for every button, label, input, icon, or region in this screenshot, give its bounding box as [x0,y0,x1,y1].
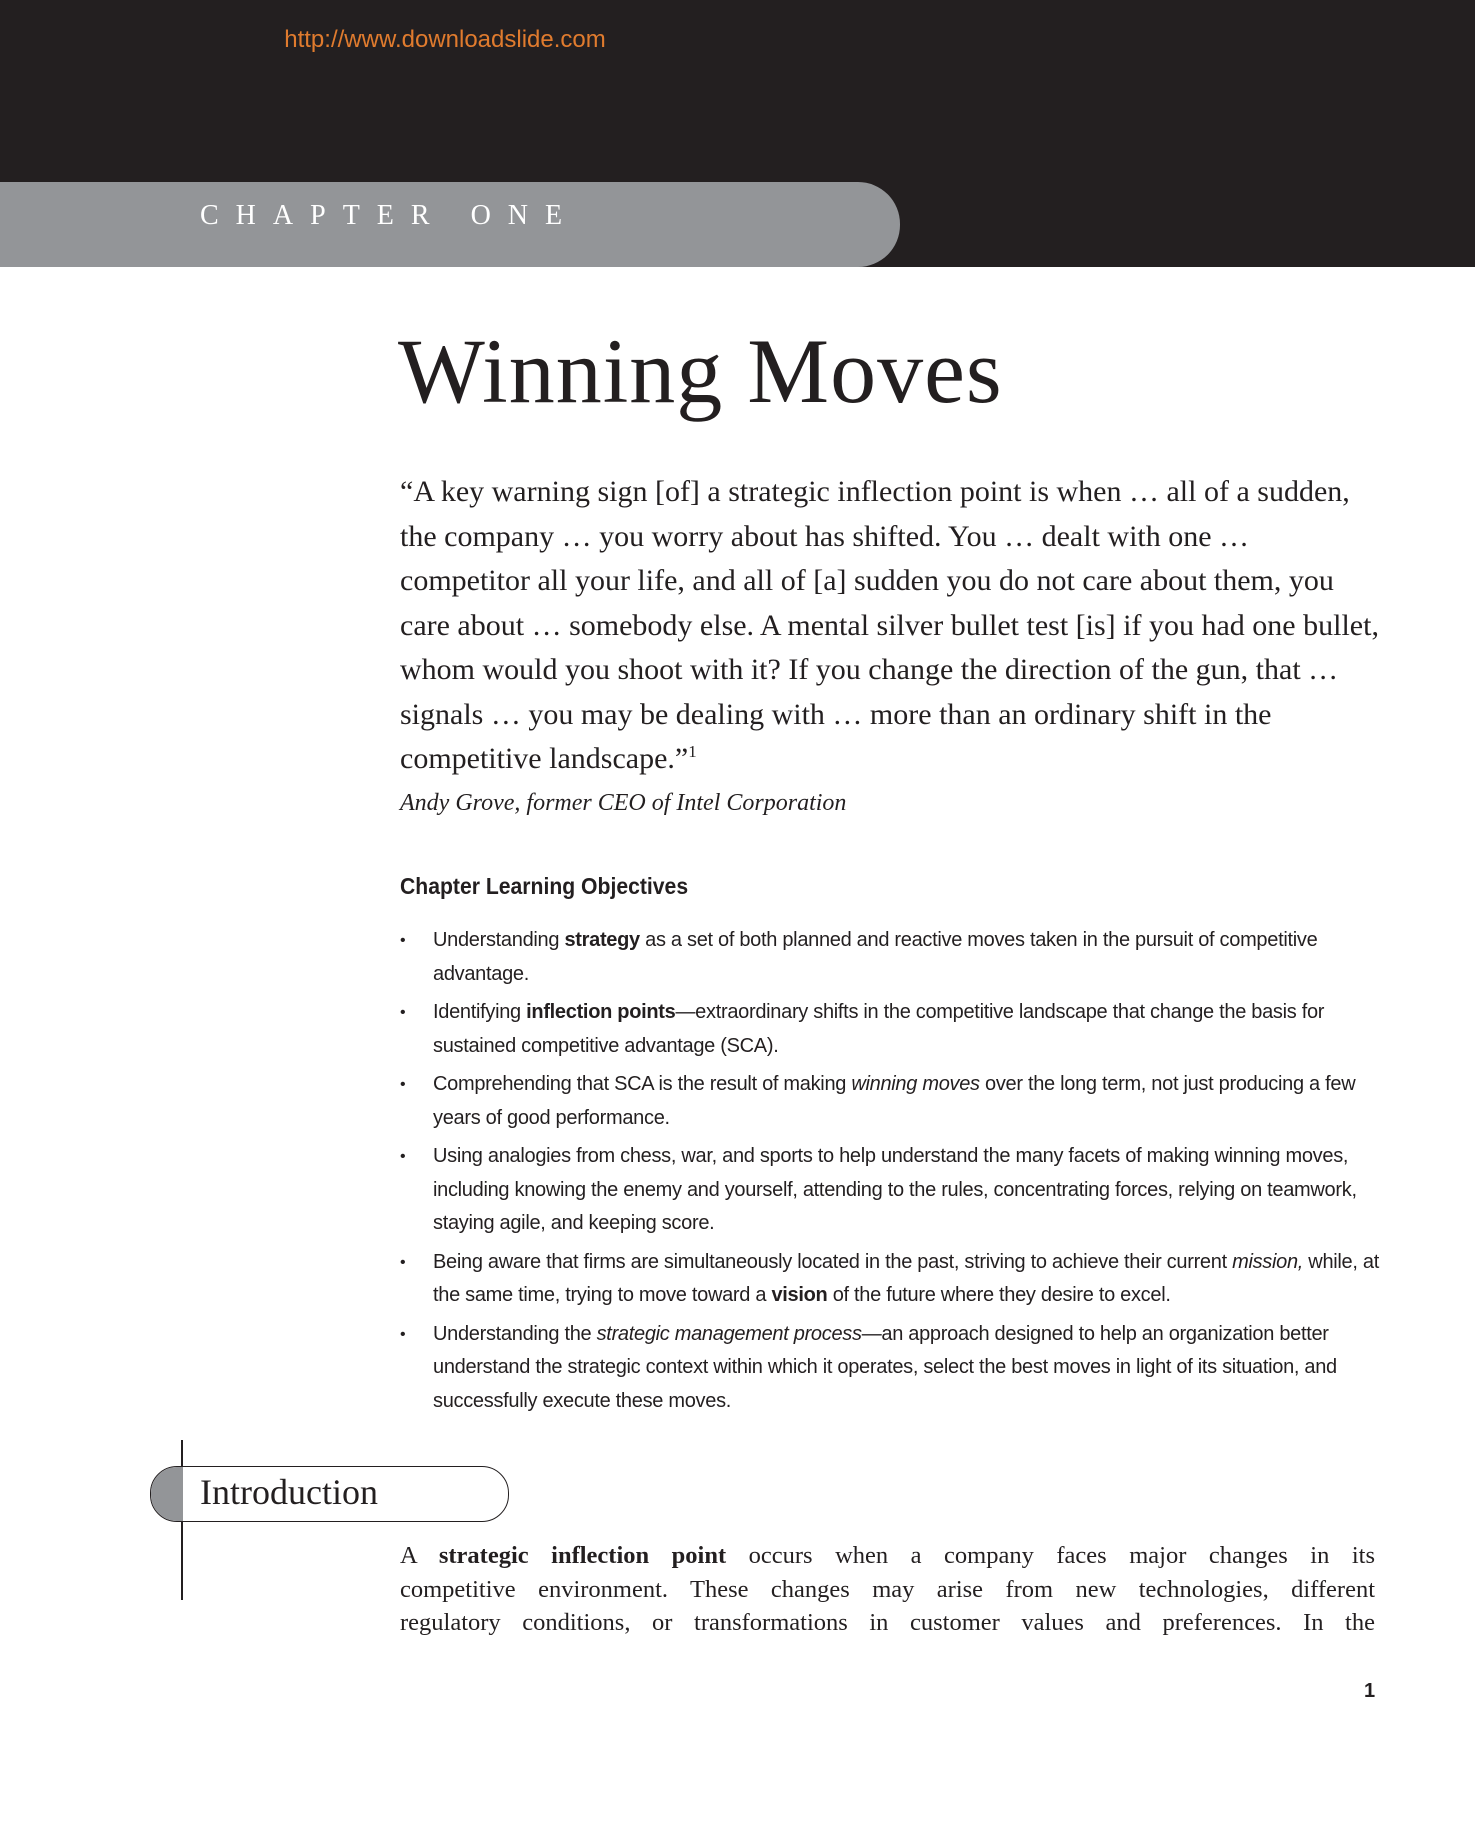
objective-text: as a set of both planned and reactive moves taken in the pursuit of competitive advantage. [433,929,1318,985]
bullet-icon: • [400,1148,406,1165]
bullet-icon: • [400,1076,406,1093]
bullet-icon: • [400,1253,406,1271]
bullet-icon: • [400,1004,406,1021]
objective-text: —extraordinary shifts in the competitive landscape that change the basis for sustained competitive advantage (SCA). [433,1001,1325,1057]
objective-text: Comprehending that SCA is the result of making [433,1073,852,1095]
section-heading: Introduction [200,1472,378,1512]
source-url-link[interactable]: http://www.downloadslide.com [284,26,606,53]
objective-item [400,996,1385,1063]
bullet-icon: • [400,1325,406,1343]
paragraph-line: competitive environment. These changes may arise from new technologies, different [400,1575,1375,1603]
chapter-title: Winning Moves [398,320,1003,422]
page-number: 1 [1364,1680,1376,1702]
bullet-icon: • [400,932,406,949]
objective-text: Using analogies from chess, war, and sports to help understand the many facets of making winning moves, including knowing the enemy and yourself, attending to the rules, concentrating forces, relying on teamwork, staying agile, and keeping score. [433,1145,1357,1234]
objective-text: of the future where they desire to excel. [827,1284,1171,1306]
italic-term: mission, [1232,1250,1304,1273]
objective-text: while, at the same time, trying to move toward a [433,1250,1379,1306]
objective-text: Identifying [433,1001,527,1023]
objective-text: Being aware that firms are simultaneously located in the past, striving to achieve their current [433,1250,1233,1273]
paragraph-line: regulatory conditions, or transformations in customer values and preferences. In the [400,1609,1375,1636]
objective-item [400,1318,1385,1419]
objective-item [400,1246,1385,1313]
italic-term: winning moves [851,1073,980,1095]
epigraph-attribution: Andy Grove, former CEO of Intel Corporation [400,790,847,816]
epigraph-text: “A key warning sign [of] a strategic inflection point is when … all of a sudden, the company … you worry about has shifted. You … dealt with one … competitor all your life, and all of [a] sudden you do not care about them, you care about … somebody else. A mental silver bullet test [is] if you had one bullet, whom would you shoot with it? If you change the direction of the gun, that … signals … you may be dealing with … more than an ordinary shift in the competitive landscape.” [400,475,1379,775]
objective-item [400,1068,1385,1135]
paragraph-line [400,1539,1375,1573]
epigraph-quote [400,470,1385,782]
objective-item [400,1140,1385,1241]
paragraph-text: A [400,1542,439,1569]
chapter-label: CHAPTER ONE [200,200,580,231]
footnote-reference[interactable]: 1 [688,742,697,761]
key-term: strategy [564,929,640,951]
objective-text: Understanding the [433,1322,597,1345]
section-tab-fill [151,1467,183,1521]
objectives-heading: Chapter Learning Objectives [400,873,689,899]
key-term: vision [771,1284,828,1306]
objective-text: over the long term, not just producing a few years of good performance. [433,1073,1356,1129]
objective-text: —an approach designed to help an organization better understand the strategic context within which it operates, select the best moves in light of its situation, and successfully execute these moves. [433,1322,1337,1412]
key-term: strategic inflection point [438,1542,727,1569]
objective-text: Understanding [433,929,565,951]
paragraph-text: occurs when a company faces major changes in its [726,1542,1375,1569]
objective-item [400,924,1385,991]
intro-paragraph [400,1539,1375,1640]
key-term: inflection points [526,1001,676,1023]
italic-term: strategic management process [596,1322,862,1345]
objectives-list [400,924,1385,1423]
